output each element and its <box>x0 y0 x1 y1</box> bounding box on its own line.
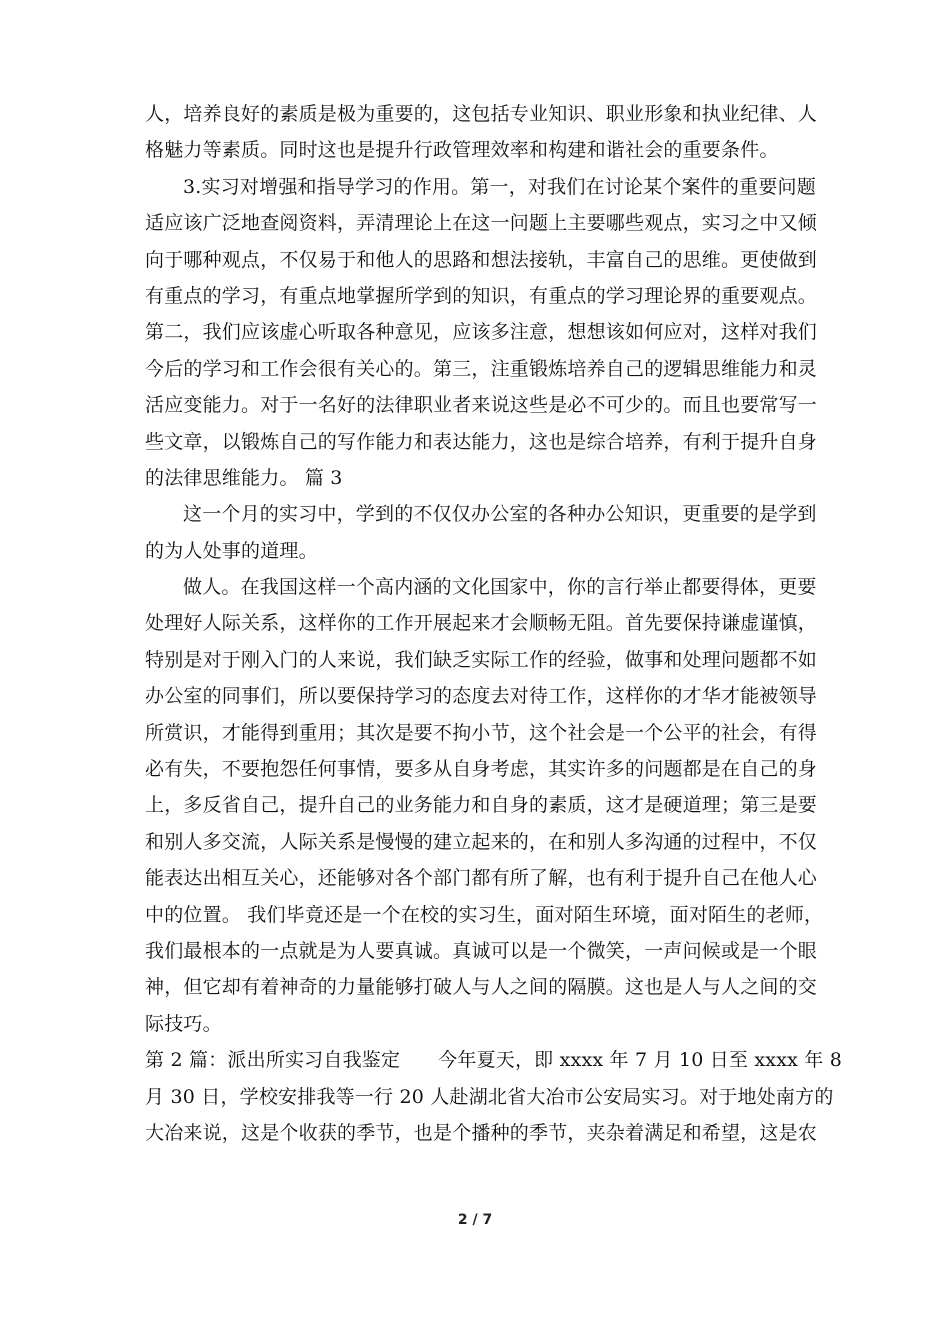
text-line: 上，多反省自己，提升自己的业务能力和自身的素质，这才是硬道理；第三是要 <box>145 794 818 817</box>
paragraph-start-line: 3.实习对增强和指导学习的作用。第一，对我们在讨论某个案件的重要问题 <box>183 175 816 198</box>
text-line: 神，但它却有着神奇的力量能够打破人与人之间的隔膜。这也是人与人之间的交 <box>145 976 818 999</box>
section-heading-line <box>145 1042 843 1078</box>
text-line: 能表达出相互关心，还能够对各个部门都有所了解，也有利于提升自己在他人心 <box>145 867 818 890</box>
paragraph-start-line: 这一个月的实习中，学到的不仅仅办公室的各种办公知识，更重要的是学到 <box>183 503 817 526</box>
text-line: 些文章，以锻炼自己的写作能力和表达能力，这也是综合培养，有利于提升自身 <box>145 430 818 453</box>
page-total: 7 <box>482 1212 493 1228</box>
page-number <box>0 1212 950 1228</box>
text-line: 向于哪种观点，不仅易于和他人的思路和想法接轨，丰富自己的思维。更使做到 <box>145 248 818 271</box>
text-line: 格魅力等素质。同时这也是提升行政管理效率和构建和谐社会的重要条件。 <box>145 139 779 162</box>
text-line: 必有失，不要抱怨任何事情，要多从自身考虑，其实许多的问题都是在自己的身 <box>145 758 818 781</box>
body-text <box>145 96 843 1151</box>
text-line: 办公室的同事们，所以要保持学习的态度去对待工作，这样你的才华才能被领导 <box>145 685 818 708</box>
section-heading: 第 2 篇：派出所实习自我鉴定 <box>145 1049 401 1072</box>
paragraph-start-line: 做人。在我国这样一个高内涵的文化国家中，你的言行举止都要得体，更要 <box>183 576 817 599</box>
text-line: 活应变能力。对于一名好的法律职业者来说这些是必不可少的。而且也要常写一 <box>145 394 818 417</box>
text-line: 特别是对于刚入门的人来说，我们缺乏实际工作的经验，做事和处理问题都不如 <box>145 648 818 671</box>
text-line: 我们最根本的一点就是为人要真诚。真诚可以是一个微笑，一声问候或是一个眼 <box>145 939 818 962</box>
text-line: 有重点的学习，有重点地掌握所学到的知识，有重点的学习理论界的重要观点。 <box>145 284 818 307</box>
text-line: 的为人处事的道理。 <box>145 539 318 562</box>
section-text: 今年夏天，即 xxxx 年 7 月 10 日至 xxxx 年 8 <box>438 1049 843 1072</box>
text-line: 第二，我们应该虚心听取各种意见，应该多注意，想想该如何应对，这样对我们 <box>145 321 818 344</box>
text-line: 的法律思维能力。 篇 3 <box>145 466 343 489</box>
text-line: 月 30 日，学校安排我等一行 20 人赴湖北省大冶市公安局实习。对于地处南方的 <box>145 1085 834 1108</box>
text-line: 大冶来说，这是个收获的季节，也是个播种的季节，夹杂着满足和希望，这是农 <box>145 1121 818 1144</box>
text-line: 适应该广泛地查阅资料，弄清理论上在这一问题上主要哪些观点，实习之中又倾 <box>145 212 818 235</box>
text-line: 人，培养良好的素质是极为重要的，这包括专业知识、职业形象和执业纪律、人 <box>145 103 818 125</box>
text-line: 今后的学习和工作会很有关心的。第三，注重锻炼培养自己的逻辑思维能力和灵 <box>145 357 818 380</box>
text-line: 和别人多交流，人际关系是慢慢的建立起来的，在和别人多沟通的过程中，不仅 <box>145 830 818 853</box>
text-line: 所赏识，才能得到重用；其次是要不拘小节，这个社会是一个公平的社会，有得 <box>145 721 818 744</box>
text-line: 际技巧。 <box>145 1012 222 1035</box>
page-separator: / <box>472 1212 478 1228</box>
text-line: 处理好人际关系，这样你的工作开展起来才会顺畅无阻。首先要保持谦虚谨慎， <box>145 612 818 635</box>
text-line: 中的位置。 我们毕竟还是一个在校的实习生，面对陌生环境，面对陌生的老师， <box>145 903 824 926</box>
page-current: 2 <box>457 1212 468 1228</box>
